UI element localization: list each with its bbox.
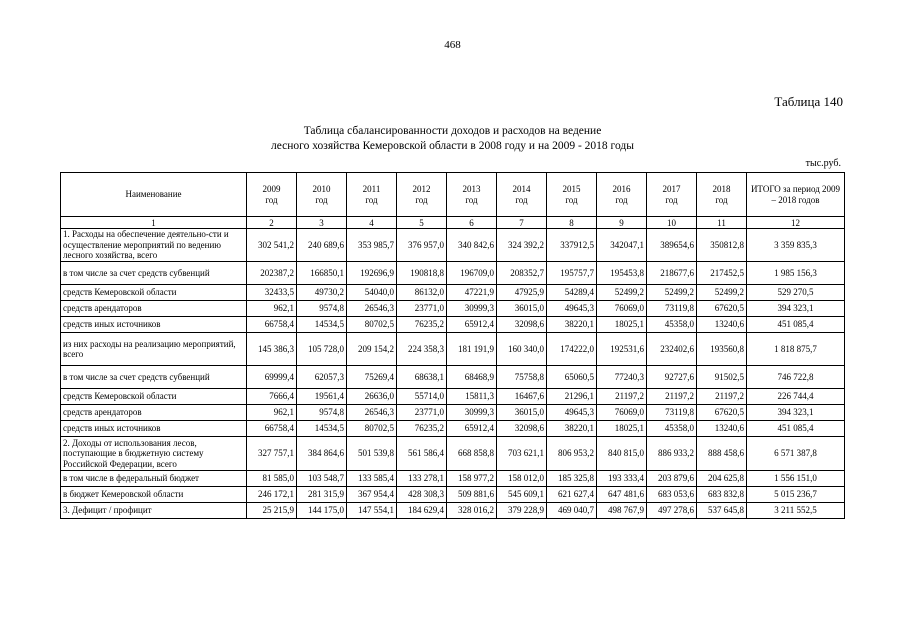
table-title [0, 124, 905, 154]
row-name: средств иных источников [61, 317, 247, 333]
row-value: 195453,8 [597, 262, 647, 285]
row-value: 45358,0 [647, 421, 697, 437]
row-value: 76069,0 [597, 405, 647, 421]
row-value: 683 832,8 [697, 487, 747, 503]
row-total: 1 818 875,7 [747, 333, 845, 366]
row-value: 25 215,9 [247, 503, 297, 519]
row-value: 75758,8 [497, 366, 547, 389]
row-value: 962,1 [247, 301, 297, 317]
row-name: средств арендаторов [61, 301, 247, 317]
row-value: 166850,1 [297, 262, 347, 285]
row-value: 217452,5 [697, 262, 747, 285]
row-value: 18025,1 [597, 421, 647, 437]
row-value: 80702,5 [347, 317, 397, 333]
table-row [61, 301, 845, 317]
header-year: 2009 год [247, 173, 297, 217]
row-value: 174222,0 [547, 333, 597, 366]
row-total: 226 744,4 [747, 389, 845, 405]
page-number: 468 [444, 39, 461, 51]
row-value: 73119,8 [647, 405, 697, 421]
row-value: 367 954,4 [347, 487, 397, 503]
row-name: в том числе за счет средств субвенций [61, 366, 247, 389]
column-number-row [61, 217, 845, 229]
row-value: 9574,8 [297, 405, 347, 421]
row-value: 21197,2 [697, 389, 747, 405]
row-value: 840 815,0 [597, 437, 647, 471]
row-value: 340 842,6 [447, 229, 497, 262]
row-name: средств Кемеровской области [61, 285, 247, 301]
row-value: 324 392,2 [497, 229, 547, 262]
row-name: 2. Доходы от использования лесов, поступающие в бюджетную систему Российской Федерации, всего [61, 437, 247, 471]
column-number: 7 [497, 217, 547, 229]
row-value: 190818,8 [397, 262, 447, 285]
row-value: 9574,8 [297, 301, 347, 317]
row-value: 498 767,9 [597, 503, 647, 519]
row-name: средств Кемеровской области [61, 389, 247, 405]
table-row [61, 317, 845, 333]
row-total: 1 985 156,3 [747, 262, 845, 285]
row-value: 246 172,1 [247, 487, 297, 503]
header-year: 2016 год [597, 173, 647, 217]
row-value: 14534,5 [297, 421, 347, 437]
row-value: 806 953,2 [547, 437, 597, 471]
row-value: 621 627,4 [547, 487, 597, 503]
row-value: 91502,5 [697, 366, 747, 389]
row-value: 224 358,3 [397, 333, 447, 366]
row-value: 47221,9 [447, 285, 497, 301]
row-total: 529 270,5 [747, 285, 845, 301]
row-value: 76235,2 [397, 317, 447, 333]
row-value: 160 340,0 [497, 333, 547, 366]
unit-label: тыс.руб. [805, 158, 841, 169]
column-number: 2 [247, 217, 297, 229]
table-row [61, 421, 845, 437]
row-value: 81 585,0 [247, 471, 297, 487]
row-value: 497 278,6 [647, 503, 697, 519]
row-value: 52499,2 [597, 285, 647, 301]
row-value: 66758,4 [247, 317, 297, 333]
header-row [61, 173, 845, 217]
row-name: 3. Дефицит / профицит [61, 503, 247, 519]
column-number: 10 [647, 217, 697, 229]
header-year: 2015 год [547, 173, 597, 217]
row-value: 75269,4 [347, 366, 397, 389]
row-value: 192531,6 [597, 333, 647, 366]
row-value: 886 933,2 [647, 437, 697, 471]
row-value: 13240,6 [697, 421, 747, 437]
table-label: Таблица 140 [774, 94, 843, 109]
row-value: 185 325,8 [547, 471, 597, 487]
row-value: 21197,2 [597, 389, 647, 405]
row-value: 537 645,8 [697, 503, 747, 519]
column-number: 9 [597, 217, 647, 229]
column-number: 3 [297, 217, 347, 229]
title-line-2: лесного хозяйства Кемеровской области в 2008 году и на 2009 - 2018 годы [271, 140, 634, 152]
row-value: 240 689,6 [297, 229, 347, 262]
row-value: 80702,5 [347, 421, 397, 437]
row-value: 501 539,8 [347, 437, 397, 471]
header-total: ИТОГО за период 2009 – 2018 годов [747, 173, 845, 217]
row-value: 92727,6 [647, 366, 697, 389]
column-number: 12 [747, 217, 845, 229]
column-number: 1 [61, 217, 247, 229]
row-value: 65912,4 [447, 317, 497, 333]
column-number: 6 [447, 217, 497, 229]
row-value: 36015,0 [497, 405, 547, 421]
header-year: 2014 год [497, 173, 547, 217]
row-value: 32098,6 [497, 317, 547, 333]
table-row [61, 285, 845, 301]
header-year: 2017 год [647, 173, 697, 217]
row-total: 6 571 387,8 [747, 437, 845, 471]
row-value: 62057,3 [297, 366, 347, 389]
row-value: 962,1 [247, 405, 297, 421]
row-value: 103 548,7 [297, 471, 347, 487]
row-value: 67620,5 [697, 405, 747, 421]
row-value: 218677,6 [647, 262, 697, 285]
column-number: 5 [397, 217, 447, 229]
row-value: 208352,7 [497, 262, 547, 285]
row-total: 451 085,4 [747, 421, 845, 437]
row-value: 26636,0 [347, 389, 397, 405]
header-year: 2011 год [347, 173, 397, 217]
row-value: 76235,2 [397, 421, 447, 437]
row-value: 376 957,0 [397, 229, 447, 262]
row-value: 193 333,4 [597, 471, 647, 487]
row-value: 147 554,1 [347, 503, 397, 519]
row-value: 66758,4 [247, 421, 297, 437]
row-value: 888 458,6 [697, 437, 747, 471]
row-value: 145 386,3 [247, 333, 297, 366]
row-name: 1. Расходы на обеспечение деятельно-сти и осуществление мероприятий по ведению лесного хозяйства, всего [61, 229, 247, 262]
row-value: 14534,5 [297, 317, 347, 333]
row-value: 38220,1 [547, 317, 597, 333]
row-name: в том числе в федеральный бюджет [61, 471, 247, 487]
row-value: 302 541,2 [247, 229, 297, 262]
row-value: 54289,4 [547, 285, 597, 301]
row-value: 13240,6 [697, 317, 747, 333]
row-value: 30999,3 [447, 301, 497, 317]
row-value: 353 985,7 [347, 229, 397, 262]
row-value: 86132,0 [397, 285, 447, 301]
row-value: 68468,9 [447, 366, 497, 389]
row-value: 30999,3 [447, 405, 497, 421]
row-value: 158 012,0 [497, 471, 547, 487]
row-value: 328 016,2 [447, 503, 497, 519]
row-value: 16467,6 [497, 389, 547, 405]
row-value: 202387,2 [247, 262, 297, 285]
row-total: 746 722,8 [747, 366, 845, 389]
row-value: 158 977,2 [447, 471, 497, 487]
row-value: 52499,2 [647, 285, 697, 301]
row-value: 209 154,2 [347, 333, 397, 366]
row-value: 545 609,1 [497, 487, 547, 503]
row-value: 76069,0 [597, 301, 647, 317]
row-value: 428 308,3 [397, 487, 447, 503]
row-value: 65060,5 [547, 366, 597, 389]
row-value: 193560,8 [697, 333, 747, 366]
row-value: 67620,5 [697, 301, 747, 317]
row-value: 26546,3 [347, 405, 397, 421]
column-number: 4 [347, 217, 397, 229]
row-value: 192696,9 [347, 262, 397, 285]
row-value: 337912,5 [547, 229, 597, 262]
column-number: 8 [547, 217, 597, 229]
table-row [61, 389, 845, 405]
row-value: 65912,4 [447, 421, 497, 437]
row-value: 144 175,0 [297, 503, 347, 519]
row-value: 181 191,9 [447, 333, 497, 366]
row-value: 350812,8 [697, 229, 747, 262]
row-value: 384 864,6 [297, 437, 347, 471]
column-number: 11 [697, 217, 747, 229]
row-value: 327 757,1 [247, 437, 297, 471]
row-value: 379 228,9 [497, 503, 547, 519]
row-value: 23771,0 [397, 301, 447, 317]
header-name: Наименование [61, 173, 247, 217]
row-value: 54040,0 [347, 285, 397, 301]
row-name: в том числе за счет средств субвенций [61, 262, 247, 285]
header-year: 2018 год [697, 173, 747, 217]
row-value: 38220,1 [547, 421, 597, 437]
table-row [61, 333, 845, 366]
title-line-1: Таблица сбалансированности доходов и расходов на ведение [303, 125, 602, 137]
row-value: 47925,9 [497, 285, 547, 301]
row-value: 133 278,1 [397, 471, 447, 487]
row-value: 49730,2 [297, 285, 347, 301]
row-value: 561 586,4 [397, 437, 447, 471]
row-name: в бюджет Кемеровской области [61, 487, 247, 503]
table-row [61, 503, 845, 519]
header-year: 2013 год [447, 173, 497, 217]
row-value: 26546,3 [347, 301, 397, 317]
row-value: 23771,0 [397, 405, 447, 421]
row-total: 451 085,4 [747, 317, 845, 333]
row-value: 77240,3 [597, 366, 647, 389]
balance-table [60, 172, 845, 519]
row-value: 105 728,0 [297, 333, 347, 366]
row-value: 133 585,4 [347, 471, 397, 487]
row-value: 18025,1 [597, 317, 647, 333]
row-value: 45358,0 [647, 317, 697, 333]
row-value: 36015,0 [497, 301, 547, 317]
row-value: 204 625,8 [697, 471, 747, 487]
row-value: 195757,7 [547, 262, 597, 285]
header-year: 2012 год [397, 173, 447, 217]
row-total: 394 323,1 [747, 405, 845, 421]
row-total: 1 556 151,0 [747, 471, 845, 487]
row-value: 389654,6 [647, 229, 697, 262]
row-value: 232402,6 [647, 333, 697, 366]
row-value: 32098,6 [497, 421, 547, 437]
row-value: 203 879,6 [647, 471, 697, 487]
row-value: 68638,1 [397, 366, 447, 389]
row-value: 509 881,6 [447, 487, 497, 503]
row-value: 15811,3 [447, 389, 497, 405]
table-row [61, 229, 845, 262]
table-row [61, 471, 845, 487]
row-value: 21197,2 [647, 389, 697, 405]
row-value: 196709,0 [447, 262, 497, 285]
row-total: 5 015 236,7 [747, 487, 845, 503]
row-value: 281 315,9 [297, 487, 347, 503]
row-value: 184 629,4 [397, 503, 447, 519]
row-name: средств арендаторов [61, 405, 247, 421]
row-value: 342047,1 [597, 229, 647, 262]
row-value: 19561,4 [297, 389, 347, 405]
table-row [61, 366, 845, 389]
row-value: 469 040,7 [547, 503, 597, 519]
row-value: 49645,3 [547, 405, 597, 421]
row-name: из них расходы на реализацию мероприятий, всего [61, 333, 247, 366]
table-row [61, 487, 845, 503]
row-value: 668 858,8 [447, 437, 497, 471]
table-row [61, 437, 845, 471]
header-year: 2010 год [297, 173, 347, 217]
row-value: 647 481,6 [597, 487, 647, 503]
row-value: 52499,2 [697, 285, 747, 301]
row-name: средств иных источников [61, 421, 247, 437]
row-value: 21296,1 [547, 389, 597, 405]
row-total: 394 323,1 [747, 301, 845, 317]
table-row [61, 405, 845, 421]
row-value: 49645,3 [547, 301, 597, 317]
row-total: 3 211 552,5 [747, 503, 845, 519]
row-value: 32433,5 [247, 285, 297, 301]
row-value: 69999,4 [247, 366, 297, 389]
row-value: 55714,0 [397, 389, 447, 405]
row-value: 7666,4 [247, 389, 297, 405]
row-value: 683 053,6 [647, 487, 697, 503]
row-total: 3 359 835,3 [747, 229, 845, 262]
row-value: 73119,8 [647, 301, 697, 317]
row-value: 703 621,1 [497, 437, 547, 471]
table-row [61, 262, 845, 285]
